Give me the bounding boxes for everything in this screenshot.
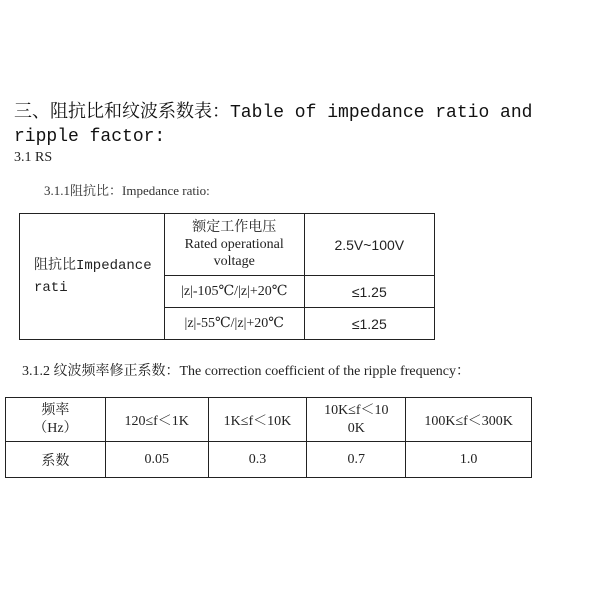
impedance-condition: |z|-105℃/|z|+20℃ (164, 276, 304, 308)
coefficient-value: 0.05 (105, 442, 208, 478)
frequency-range-text: 10K≤f＜100K (324, 402, 389, 436)
ripple-factor-table (5, 397, 532, 478)
frequency-header-line2: （Hz） (33, 420, 78, 436)
impedance-value: ≤1.25 (304, 308, 434, 340)
table-row (6, 398, 532, 442)
coefficient-value: 0.3 (208, 442, 307, 478)
frequency-range: 120≤f＜1K (105, 398, 208, 442)
table-row (6, 442, 532, 478)
frequency-range: 100K≤f＜300K (406, 398, 532, 442)
coefficient-value: 0.7 (307, 442, 406, 478)
section-heading-en: Table of impedance ratio and ripple factor: (14, 103, 533, 147)
section-heading-cn: 三、阻抗比和纹波系数表： (14, 103, 230, 123)
rated-voltage-value: 2.5V~100V (304, 214, 434, 276)
impedance-ratio-table (19, 213, 435, 340)
frequency-header (6, 398, 106, 442)
subsection-title: 3.1 RS (14, 150, 53, 165)
section-heading (14, 101, 594, 149)
coefficient-value: 1.0 (406, 442, 532, 478)
frequency-range (307, 398, 406, 442)
table-row (20, 214, 435, 276)
impedance-row-label-text: 阻抗比Impedance rati (34, 257, 152, 296)
impedance-ratio-title: 3.1.1阻抗比：Impedance ratio: (44, 183, 210, 198)
coefficient-label: 系数 (6, 442, 106, 478)
ripple-factor-title: 3.1.2 纹波频率修正系数：The correction coefficient of the ripple frequency： (22, 364, 470, 379)
frequency-header-line1: 频率 (41, 402, 70, 418)
rated-voltage-header-en: Rated operational voltage (184, 237, 284, 269)
impedance-row-label (20, 214, 165, 340)
frequency-range: 1K≤f＜10K (208, 398, 307, 442)
impedance-value: ≤1.25 (304, 276, 434, 308)
rated-voltage-header-cn: 额定工作电压 (192, 220, 277, 235)
rated-voltage-header (164, 214, 304, 276)
impedance-condition: |z|-55℃/|z|+20℃ (164, 308, 304, 340)
